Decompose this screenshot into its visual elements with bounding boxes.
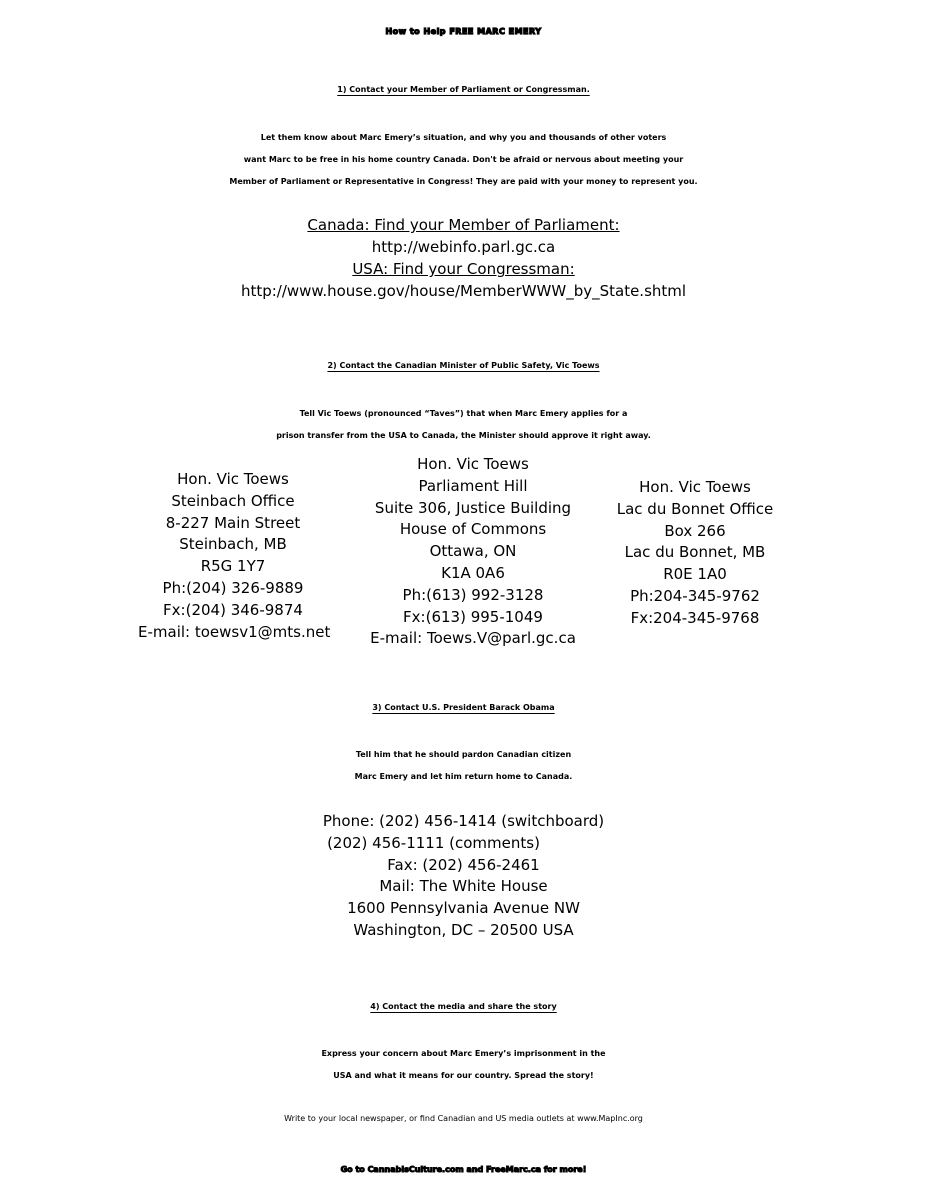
- canada-url-link[interactable]: http://webinfo.parl.gc.ca: [371, 238, 556, 256]
- office-line: Lac du Bonnet, MB: [624, 543, 766, 562]
- page-title: How to Help FREE MARC EMERY: [385, 27, 542, 36]
- contact-line: Phone: (202) 456-1414 (switchboard): [322, 812, 605, 830]
- usa-url-link[interactable]: http://www.house.gov/house/MemberWWW_by_State.shtml: [240, 282, 687, 300]
- contact-line: Fax: (202) 456-2461: [387, 855, 540, 874]
- office-line: Hon. Vic Toews: [639, 478, 751, 496]
- office-line: Steinbach, MB: [179, 535, 287, 554]
- section1-body-line: want Marc to be free in his home country Canada. Don't be afraid or nervous about meeting your: [243, 155, 684, 164]
- office-line: Lac du Bonnet Office: [616, 499, 774, 518]
- section1-body-line: Let them know about Marc Emery’s situation, and why you and thousands of other voters: [260, 133, 667, 142]
- office-line: R0E 1A0: [663, 565, 727, 584]
- parliament-email-link[interactable]: E-mail: Toews.V@parl.gc.ca: [370, 629, 576, 648]
- office-steinbach: [138, 469, 331, 643]
- steinbach-email-link[interactable]: E-mail: toewsv1@mts.net: [138, 622, 331, 641]
- section3-body-line: Marc Emery and let him return home to Canada.: [354, 772, 573, 781]
- media-note: Write to your local newspaper, or find Canadian and US media outlets at www.MapInc.org: [284, 1114, 643, 1123]
- office-line: Hon. Vic Toews: [177, 470, 289, 488]
- office-line: Ph:(613) 992-3128: [402, 585, 544, 604]
- footer-call-to-action: Go to CannabisCulture.com and FreeMarc.ca for more!: [340, 1165, 587, 1174]
- office-line: Hon. Vic Toews: [417, 455, 529, 473]
- section1-links: [0, 214, 927, 302]
- section4-body-line: Express your concern about Marc Emery’s imprisonment in the: [321, 1049, 606, 1058]
- usa-label: USA: Find your Congressman:: [352, 260, 575, 278]
- white-house-contact: [0, 811, 927, 942]
- section4-body-line: USA and what it means for our country. Spread the story!: [333, 1071, 594, 1080]
- office-line: R5G 1Y7: [200, 557, 266, 576]
- section4-heading: 4) Contact the media and share the story: [370, 1002, 557, 1011]
- office-line: K1A 0A6: [441, 563, 505, 582]
- section1-body: [0, 127, 927, 193]
- office-line: Fx:204-345-9768: [630, 608, 760, 627]
- section1-body-line: Member of Parliament or Representative in Congress! They are paid with your money to represent you.: [229, 177, 698, 186]
- office-line: Suite 306, Justice Building: [374, 498, 572, 517]
- contact-line: 1600 Pennsylvania Avenue NW: [347, 899, 580, 918]
- office-parliament-hill: [368, 454, 578, 650]
- office-line: Fx:(613) 995-1049: [403, 607, 543, 626]
- office-line: Fx:(204) 346-9874: [163, 600, 303, 619]
- office-line: House of Commons: [399, 520, 547, 539]
- office-line: 8-227 Main Street: [165, 513, 301, 532]
- office-line: Ph:(204) 326-9889: [162, 578, 304, 597]
- office-line: Ottawa, ON: [429, 542, 517, 561]
- contact-line: (202) 456-1111 (comments): [327, 833, 540, 852]
- contact-line: Mail: The White House: [379, 877, 548, 896]
- section2-heading: 2) Contact the Canadian Minister of Public Safety, Vic Toews: [327, 361, 600, 370]
- office-lac-du-bonnet: [610, 477, 780, 630]
- canada-label: Canada: Find your Member of Parliament:: [307, 216, 620, 234]
- section1-heading: 1) Contact your Member of Parliament or Congressman.: [337, 85, 590, 94]
- section3-body: [0, 744, 927, 788]
- section2-body-line: Tell Vic Toews (pronounced “Taves”) that when Marc Emery applies for a: [299, 409, 628, 418]
- section4-body: [0, 1043, 927, 1087]
- office-line: Box 266: [664, 521, 726, 540]
- contact-line: Washington, DC – 20500 USA: [353, 920, 574, 939]
- section3-heading: 3) Contact U.S. President Barack Obama: [372, 703, 555, 712]
- office-line: Steinbach Office: [171, 491, 295, 510]
- section3-body-line: Tell him that he should pardon Canadian citizen: [355, 750, 572, 759]
- section2-body-line: prison transfer from the USA to Canada, the Minister should approve it right away.: [276, 431, 651, 440]
- section2-body: [0, 403, 927, 447]
- office-line: Parliament Hill: [418, 476, 528, 495]
- office-line: Ph:204-345-9762: [630, 586, 760, 605]
